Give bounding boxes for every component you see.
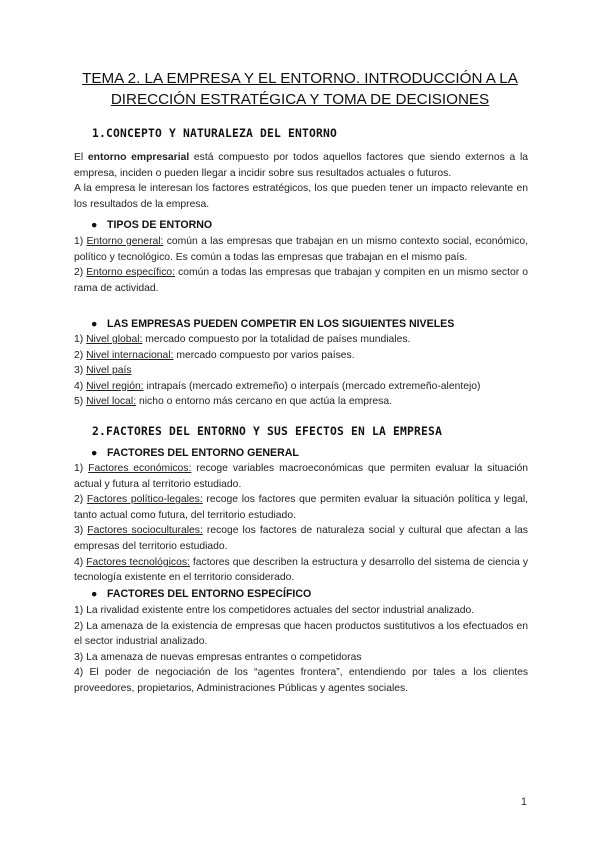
list-item: 3) La amenaza de nuevas empresas entrantes o competidoras [74, 651, 362, 663]
tipos-heading-text: TIPOS DE ENTORNO [107, 219, 213, 231]
list-item [74, 348, 528, 364]
bullet-icon: ● [91, 318, 98, 330]
item-text: mercado compuesto por la totalidad de países mundiales. [142, 334, 411, 345]
item-number: 3) [74, 365, 87, 377]
item-text: intrapaís (mercado extremeño) o interpaís (mercado extremeño-alentejo) [143, 380, 481, 392]
general-heading [91, 447, 299, 459]
item-term: Nivel país [86, 365, 132, 377]
item-number: 3) [74, 525, 88, 537]
item-text: común a las empresas que trabajan en un mismo contexto social, económico, político y tecnológico. Es común a todas las empresas que trabajan en el mismo país. [74, 236, 528, 263]
title-line-2: DIRECCIÓN ESTRATÉGICA Y TOMA DE DECISIONES [110, 91, 490, 108]
especifico-heading-text: FACTORES DEL ENTORNO ESPECÍFICO [107, 588, 312, 600]
list-item [74, 234, 528, 265]
page-number: 1 [520, 796, 527, 808]
item-number: 2) [74, 267, 87, 279]
item-text: factores que describen la estructura y desarrollo del sistema de ciencia y tecnología existente en el territorio considerado. [74, 556, 528, 584]
title-line-1: TEMA 2. LA EMPRESA Y EL ENTORNO. INTRODUCCIÓN A LA [82, 70, 518, 87]
item-term: Factores tecnológicos: [86, 556, 190, 568]
intro-bold-term: entorno empresarial [87, 152, 190, 163]
niveles-heading [91, 318, 454, 330]
list-item [74, 523, 528, 554]
item-term: Factores político-legales: [86, 494, 203, 506]
item-term: Nivel región: [86, 380, 144, 392]
bullet-icon: ● [91, 219, 98, 231]
intro-text-rest: está compuesto por todos aquellos factores que siendo externos a la empresa, inciden o pueden llegar a incidir sobre sus resultados actuales o futuros. [74, 152, 529, 179]
list-item: 2) La amenaza de la existencia de empresas que hacen productos sustitutivos a los efectuados en el sector industrial analizado. [74, 620, 528, 648]
especifico-heading [91, 588, 311, 600]
intro-paragraph-2: A la empresa le interesan los factores estratégicos, los que pueden tener un impacto relevante en los resultados de la empresa. [74, 183, 528, 210]
list-item [74, 492, 528, 523]
list-item: 4) El poder de negociación de los “agentes frontera”, entendiendo por tales a los clientes proveedores, propietarios, Administraciones Públicas y agentes sociales. [74, 667, 528, 694]
bullet-icon: ● [91, 447, 98, 459]
item-text: mercado compuesto por varios países. [173, 349, 355, 361]
list-item [74, 461, 528, 492]
item-number: 2) [74, 494, 87, 506]
item-text: nicho o entorno más cercano en que actúa la empresa. [136, 396, 392, 408]
item-term: Factores socioculturales: [87, 525, 203, 537]
intro-paragraph-1 [74, 150, 528, 181]
item-text: recoge variables macroeconómicas que permiten evaluar la situación actual y futura al territorio estudiado. [74, 463, 528, 490]
item-number: 1) [74, 334, 87, 345]
item-text: recoge los factores que permiten evaluar la situación política y legal, tanto actual como futura, del territorio estudiado. [74, 494, 529, 521]
item-term: Nivel global: [86, 334, 143, 345]
list-item [74, 555, 528, 586]
intro-text-start: El [74, 152, 88, 163]
section-2-heading: 2.FACTORES DEL ENTORNO Y SUS EFECTOS EN LA EMPRESA [92, 425, 443, 438]
list-item [74, 379, 528, 395]
list-item [74, 363, 528, 379]
document-title [60, 68, 540, 110]
general-heading-text: FACTORES DEL ENTORNO GENERAL [107, 447, 299, 459]
especifico-list [74, 603, 528, 697]
item-number: 1) [74, 236, 87, 247]
general-list [74, 461, 528, 586]
niveles-list [74, 332, 528, 410]
list-item [74, 394, 528, 410]
bullet-icon: ● [91, 588, 98, 600]
item-term: Factores económicos: [88, 463, 192, 474]
section-1-heading: 1.CONCEPTO Y NATURALEZA DEL ENTORNO [92, 127, 338, 140]
item-number: 4) [74, 380, 87, 392]
item-term: Entorno general: [86, 236, 164, 247]
item-number: 1) [74, 463, 89, 474]
item-text: recoge los factores de naturaleza social y cultural que afectan a las empresas del territorio estudiado. [74, 525, 528, 552]
list-item: 1) La rivalidad existente entre los competidores actuales del sector industrial analizado. [74, 605, 475, 616]
tipos-heading [91, 219, 212, 231]
item-term: Nivel internacional: [86, 349, 174, 361]
tipos-list [74, 234, 528, 296]
list-item [74, 265, 528, 296]
item-number: 2) [74, 349, 87, 361]
item-text: común a todas las empresas que trabajan y compiten en un mismo sector o rama de actividad. [74, 267, 528, 294]
item-term: Nivel local: [86, 396, 137, 408]
item-term: Entorno específico: [86, 267, 176, 279]
item-number: 5) [74, 396, 87, 408]
niveles-heading-text: LAS EMPRESAS PUEDEN COMPETIR EN LOS SIGUIENTES NIVELES [107, 318, 455, 330]
item-number: 4) [74, 556, 87, 568]
list-item [74, 332, 528, 348]
section-1-intro [74, 150, 528, 212]
